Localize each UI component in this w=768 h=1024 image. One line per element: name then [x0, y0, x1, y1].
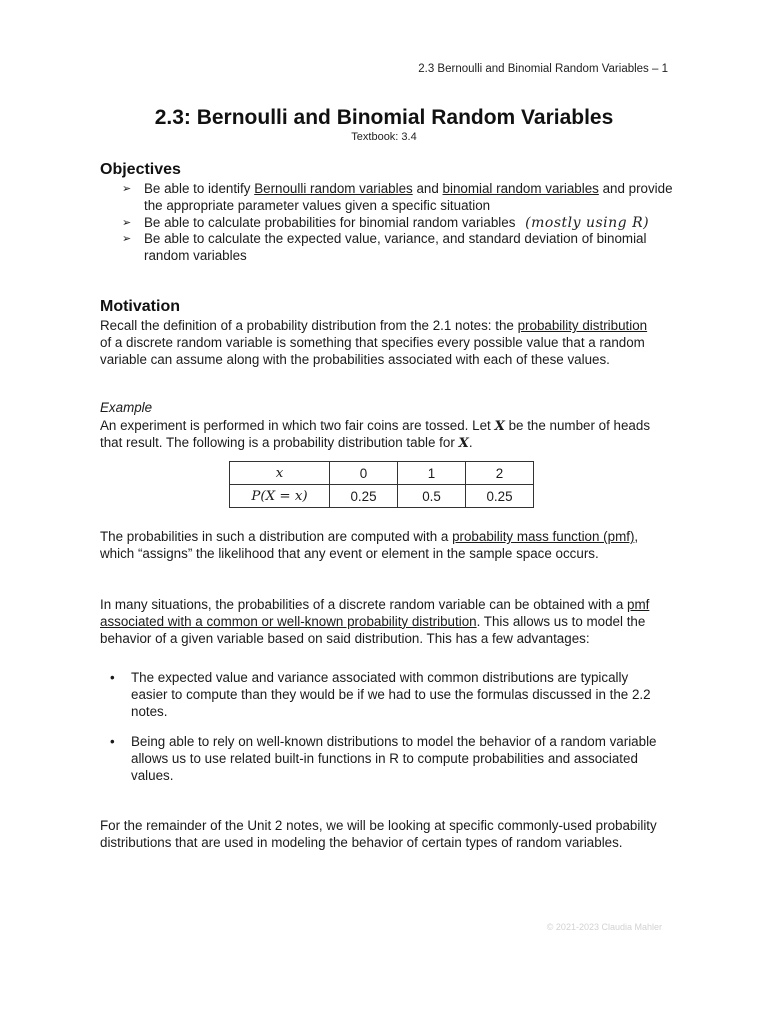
pmf-paragraph	[100, 529, 660, 563]
table-header-p: P(X = x)	[230, 485, 330, 508]
arrow-bullet-icon: ➢	[122, 233, 132, 246]
objective-item	[122, 181, 682, 215]
table-row	[230, 462, 534, 485]
paragraph-text: An experiment is performed in which two fair coins are tossed. Let	[100, 418, 495, 433]
paragraph-text: Recall the definition of a probability distribution from the 2.1 notes: the	[100, 318, 518, 333]
handwritten-note: (mostly using R)	[525, 214, 650, 231]
arrow-bullet-icon: ➢	[122, 216, 132, 229]
bullet-icon: •	[110, 670, 115, 685]
table-header-x: x	[230, 462, 330, 485]
objective-text: Be able to calculate probabilities for binomial random variables	[144, 214, 516, 230]
objective-text: and	[412, 181, 443, 196]
objective-text: Be able to identify	[144, 181, 255, 196]
table-cell: 0.25	[330, 485, 398, 508]
paragraph-text: be the number of heads that result. The following is a probability distribution table for	[100, 418, 651, 450]
paragraph-text: of a discrete random variable is something that specifies every possible value that a random variable can assume along with the probabilities associated with each of these values.	[100, 334, 645, 367]
page-title: 2.3: Bernoulli and Binomial Random Variables	[154, 106, 614, 129]
running-header: 2.3 Bernoulli and Binomial Random Variables – 1	[418, 63, 668, 75]
table-row	[230, 485, 534, 508]
advantages-list	[108, 670, 664, 799]
table-cell: 0.25	[466, 485, 534, 508]
paragraph-text: .	[468, 434, 473, 450]
table-cell: 0.5	[398, 485, 466, 508]
objective-item	[122, 231, 682, 265]
list-item-text: Being able to rely on well-known distributions to model the behavior of a random variable allows us to use related built-in functions in R to compute probabilities and associated values.	[131, 734, 657, 783]
list-item-text: The expected value and variance associated with common distributions are typically easier to compute than they would be if we had to use the formulas discussed in the 2.2 notes.	[131, 670, 651, 719]
motivation-paragraph	[100, 318, 660, 368]
objectives-heading: Objectives	[100, 161, 181, 178]
textbook-reference: Textbook: 3.4	[351, 131, 417, 143]
distribution-table	[229, 461, 534, 508]
example-paragraph	[100, 418, 660, 452]
copyright-footer: © 2021-2023 Claudia Mahler	[546, 922, 662, 932]
table-cell: 2	[466, 462, 534, 485]
pmf-term: probability mass function (pmf)	[452, 529, 635, 544]
closing-paragraph: For the remainder of the Unit 2 notes, we will be looking at specific commonly-used probability distributions that are used in modeling the behavior of certain types of random variables.	[100, 818, 657, 850]
list-item	[108, 734, 664, 784]
math-variable: X	[458, 434, 469, 451]
objective-text: Be able to calculate the expected value, variance, and standard deviation of binomial random variables	[144, 231, 647, 264]
paragraph-text: . This allows us to model the behavior of a given variable based on said distribution. This has a few advantages:	[100, 613, 646, 646]
table-cell: 0	[330, 462, 398, 485]
paragraph-text: The probabilities in such a distribution are computed with a	[100, 529, 453, 544]
table-cell: 1	[398, 462, 466, 485]
objective-text: and provide the appropriate parameter values given a specific situation	[144, 181, 673, 213]
arrow-bullet-icon: ➢	[122, 183, 132, 195]
example-label: Example	[100, 400, 153, 415]
paragraph-text: , which “assigns” the likelihood that any event or element in the sample space occurs.	[100, 529, 639, 561]
common-distribution-term: pmf associated with a common or well-known probability distribution	[100, 597, 650, 629]
math-variable: X	[494, 418, 505, 434]
objective-item	[122, 215, 682, 232]
motivation-heading: Motivation	[100, 298, 180, 315]
bernoulli-term: Bernoulli random variables	[254, 181, 413, 196]
list-item	[108, 670, 664, 720]
binomial-term: binomial random variables	[442, 181, 599, 196]
probability-distribution-term: probability distribution	[517, 318, 648, 333]
paragraph-text: In many situations, the probabilities of a discrete random variable can be obtained with a	[100, 597, 628, 612]
advantages-paragraph	[100, 597, 660, 647]
objectives-list	[122, 181, 682, 265]
bullet-icon: •	[110, 734, 115, 750]
